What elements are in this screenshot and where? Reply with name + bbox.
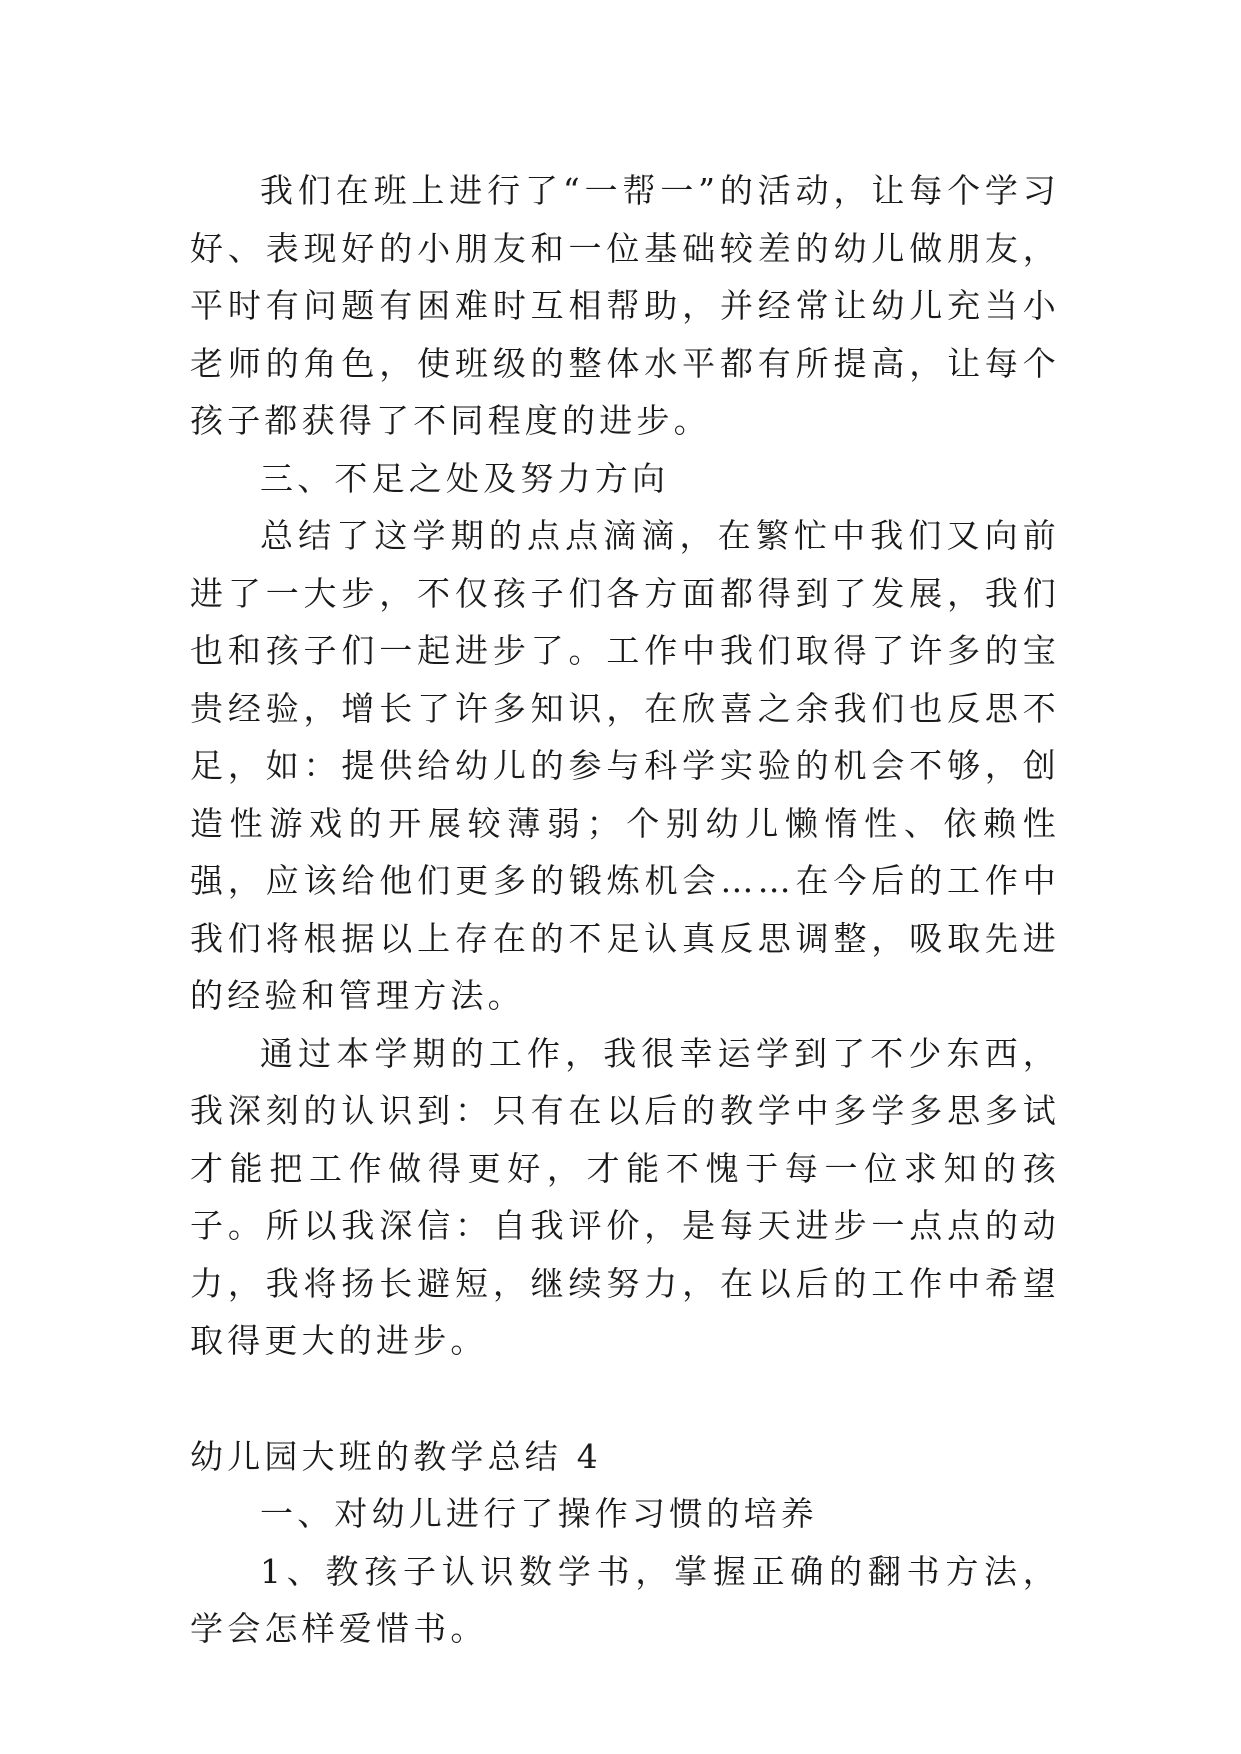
paragraph-self-evaluation: 通过本学期的工作，我很幸运学到了不少东西，我深刻的认识到：只有在以后的教学中多学多思多试才能把工作做得更好，才能不愧于每一位求知的孩子。所以我深信：自我评价，是每天进步一点点的动力，我将扬长避短，继续努力，在以后的工作中希望取得更大的进步。 — [190, 1033, 1060, 1360]
section-spacer — [190, 1370, 1060, 1428]
section-title: 幼儿园大班的教学总结 4 — [190, 1436, 602, 1476]
document-page — [190, 162, 1060, 1658]
paragraph-semester-summary: 总结了这学期的点点滴滴，在繁忙中我们又向前进了一大步，不仅孩子们各方面都得到了发展，我们也和孩子们一起进步了。工作中我们取得了许多的宝贵经验，增长了许多知识，在欣喜之余我们也反思不足，如：提供给幼儿的参与科学实验的机会不够，创造性游戏的开展较薄弱；个别幼儿懒惰性、依赖性强，应该给他们更多的锻炼机会……在今后的工作中我们将根据以上存在的不足认真反思调整，吸取先进的经验和管理方法。 — [190, 516, 1060, 1015]
paragraph-math-book: 1、教孩子认识数学书，掌握正确的翻书方法，学会怎样爱惜书。 — [190, 1551, 1060, 1648]
heading-shortcomings: 三、不足之处及努力方向 — [260, 458, 670, 498]
paragraph-help-activity: 我们在班上进行了“一帮一”的活动，让每个学习好、表现好的小朋友和一位基础较差的幼儿做朋友，平时有问题有困难时互相帮助，并经常让幼儿充当小老师的角色，使班级的整体水平都有所提高，让每个孩子都获得了不同程度的进步。 — [190, 171, 1060, 440]
heading-operation-habits: 一、对幼儿进行了操作习惯的培养 — [260, 1494, 818, 1533]
